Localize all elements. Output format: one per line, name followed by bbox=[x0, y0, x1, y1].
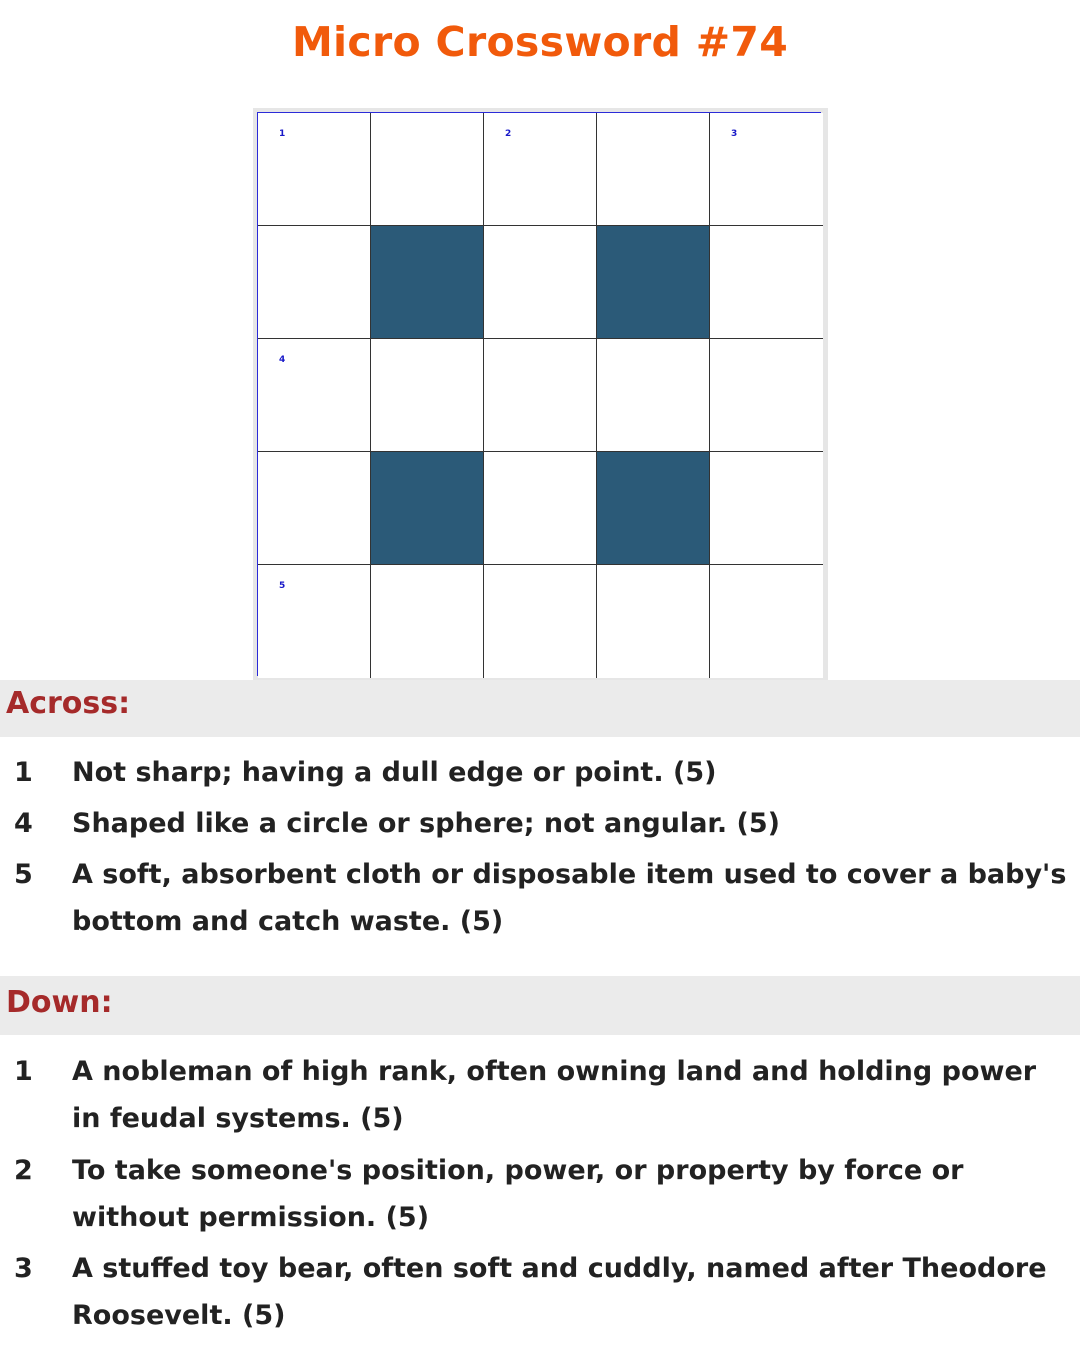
across-clue-5[interactable] bbox=[0, 851, 1080, 945]
down-clue-2[interactable] bbox=[0, 1147, 1080, 1241]
grid-cell[interactable] bbox=[258, 565, 371, 678]
clue-number: 2 bbox=[14, 1155, 33, 1186]
grid-cell[interactable] bbox=[710, 452, 823, 565]
clue-text: A nobleman of high rank, often owning land and holding power in feudal systems. (5) bbox=[72, 1056, 1037, 1134]
down-heading: Down: bbox=[0, 976, 1080, 1035]
cell-number: 3 bbox=[731, 129, 738, 139]
clue-number: 5 bbox=[14, 859, 33, 890]
clue-text: To take someone's position, power, or property by force or without permission. (5) bbox=[72, 1155, 964, 1233]
clue-text: Not sharp; having a dull edge or point. (5) bbox=[72, 757, 717, 788]
cell-number: 1 bbox=[279, 129, 286, 139]
across-clue-1[interactable] bbox=[0, 749, 1080, 796]
cell-number: 2 bbox=[505, 129, 512, 139]
block-cell bbox=[371, 226, 484, 339]
grid-cell[interactable] bbox=[258, 113, 371, 226]
block-cell bbox=[371, 452, 484, 565]
down-clue-1[interactable] bbox=[0, 1048, 1080, 1142]
clue-number: 4 bbox=[14, 808, 33, 839]
grid-cell[interactable] bbox=[484, 113, 597, 226]
clue-number: 1 bbox=[14, 757, 33, 788]
across-heading: Across: bbox=[0, 680, 1080, 737]
clue-text: Shaped like a circle or sphere; not angular. (5) bbox=[72, 808, 781, 839]
grid-cell[interactable] bbox=[484, 452, 597, 565]
clue-number: 1 bbox=[14, 1056, 33, 1087]
cell-number: 4 bbox=[279, 355, 286, 365]
block-cell bbox=[597, 226, 710, 339]
cell-number: 5 bbox=[279, 581, 286, 591]
puzzle-title: Micro Crossword #74 bbox=[291, 18, 789, 66]
grid-cell[interactable] bbox=[258, 452, 371, 565]
crossword-grid bbox=[257, 112, 821, 676]
grid-cell[interactable] bbox=[484, 226, 597, 339]
grid-cell[interactable] bbox=[258, 339, 371, 452]
grid-cell[interactable] bbox=[597, 113, 710, 226]
grid-cell[interactable] bbox=[597, 339, 710, 452]
block-cell bbox=[597, 452, 710, 565]
clue-text: A stuffed toy bear, often soft and cuddly, named after Theodore Roosevelt. (5) bbox=[72, 1253, 1047, 1331]
grid-cell[interactable] bbox=[710, 339, 823, 452]
grid-cell[interactable] bbox=[710, 113, 823, 226]
grid-cell[interactable] bbox=[597, 565, 710, 678]
grid-cell[interactable] bbox=[371, 565, 484, 678]
grid-cell[interactable] bbox=[484, 339, 597, 452]
grid-cell[interactable] bbox=[710, 565, 823, 678]
grid-cell[interactable] bbox=[258, 226, 371, 339]
down-clue-3[interactable] bbox=[0, 1245, 1080, 1339]
grid-cell[interactable] bbox=[710, 226, 823, 339]
grid-cell[interactable] bbox=[371, 339, 484, 452]
clue-number: 3 bbox=[14, 1253, 33, 1284]
clue-text: A soft, absorbent cloth or disposable item used to cover a baby's bottom and catch waste. (5) bbox=[72, 859, 1067, 937]
across-clue-4[interactable] bbox=[0, 800, 1080, 847]
grid-cell[interactable] bbox=[371, 113, 484, 226]
grid-cell[interactable] bbox=[484, 565, 597, 678]
